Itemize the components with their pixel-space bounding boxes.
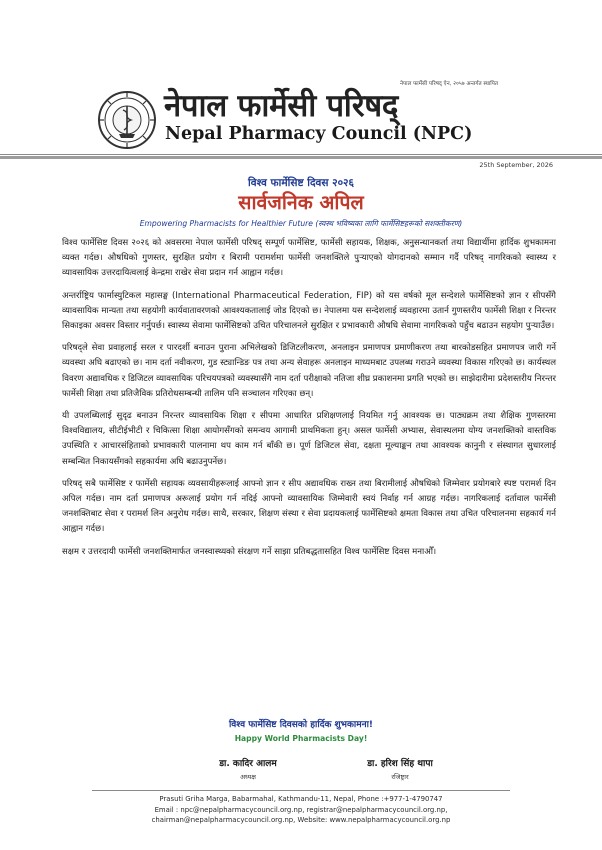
signatory-role: रजिष्ट्रार: [391, 773, 409, 781]
signatory-role: अध्यक्ष: [240, 773, 256, 781]
letter-date: 25th September, 2026: [479, 161, 553, 169]
body-paragraph: परिषद्ले सेवा प्रवाहलाई सरल र पारदर्शी बनाउन पुराना अभिलेखको डिजिटलीकरण, अनलाइन प्रमाणपत्र प्रमाणीकरण तथा बारकोडसहित प्रमाणपत्र जारी गर्ने व्यवस्था अघि बढाएको छ। नाम दर्ता नवीकरण, गुड स्ट्यान्डिङ पत्र तथा अन्य सेवाहरू अनलाइन माध्यमबाट उपलब्ध गराउने व्यवस्था विकास गरिएको छ। कार्यस्थल विवरण अद्यावधिक र डिजिटल व्यावसायिक परिचयपत्रको व्यवस्थासँगै नाम दर्ता परीक्षाको नतिजा शीघ्र प्रकाशनमा प्रगति भएको छ। साझेदारीमा प्रदेशस्तरीय निरन्तर फार्मेसी शिक्षा तथा प्रतिजैविक प्रतिरोधसम्बन्धी तालिम पनि सञ्चालन गरिएका छन्।: [62, 343, 556, 399]
council-seal-icon: [97, 90, 157, 150]
body-paragraph: यी उपलब्धिलाई सुदृढ बनाउन निरन्तर व्यावसायिक शिक्षा र सीपमा आधारित प्रशिक्षणलाई नियमित गर्नु आवश्यक छ। पाठ्यक्रम तथा शैक्षिक गुणस्तरमा विश्वविद्यालय, सीटीईभीटी र चिकित्सा शिक्षा आयोगसँगको समन्वय आगामी प्राथमिकता हुन्। असल फार्मेसी अभ्यास, सेवास्थलमा योग्य जनशक्तिको वास्तविक उपस्थिति र आचारसंहिताको प्रभावकारी पालनामा थप काम गर्न बाँकी छ। पूर्ण डिजिटल सेवा, दक्षता मूल्याङ्कन तथा आवश्यक कानुनी र संस्थागत सुधारलाई सम्बन्धित निकायसँगको सहकार्यमा अघि बढाउनुपर्नेछ।: [62, 411, 556, 467]
council-name-english: Nepal Pharmacy Council (NPC): [165, 124, 473, 144]
contact-footer: [0, 794, 602, 826]
signatory-name: डा. कादिर आलम: [219, 759, 277, 769]
establishment-note: नेपाल फार्मेसी परिषद् ऐन, २०५७ अन्तर्गत स्थापित: [399, 81, 498, 87]
greeting-english: Happy World Pharmacists Day!: [234, 734, 368, 743]
signatory-chair: [200, 756, 296, 781]
appeal-body: [62, 236, 556, 567]
footer-web: chairman@nepalpharmacycouncil.org.np, Website: www.nepalpharmacycouncil.org.np: [151, 816, 451, 824]
signatory-name: डा. हरिश सिंह थापा: [367, 759, 433, 769]
theme-line: Empowering Pharmacists for Healthier Future (स्वस्थ भविष्यका लागि फार्मेसिष्टहरूको सशक्तीकरण): [139, 219, 463, 228]
greeting-nepali: विश्व फार्मेसिष्ट दिवसको हार्दिक शुभकामना!: [228, 720, 374, 730]
footer-divider: [92, 790, 510, 791]
body-paragraph: परिषद् सबै फार्मेसिष्ट र फार्मेसी सहायक व्यवसायीहरूलाई आफ्नो ज्ञान र सीप अद्यावधिक राख्न तथा बिरामीलाई औषधिको जिम्मेवार प्रयोगबारे स्पष्ट परामर्श दिन अपिल गर्दछ। नाम दर्ता प्रमाणपत्र अरूलाई प्रयोग गर्न नदिई आफ्नो व्यावसायिक जिम्मेवारी स्वयं निर्वाह गर्न आग्रह गर्दछ। नागरिकलाई दर्तावाल फार्मेसी जनशक्तिबाट सेवा र परामर्श लिन अनुरोध गर्दछ। साथै, सरकार, शिक्षण संस्था र सेवा प्रदायकलाई फार्मेसिष्टको क्षमता विकास तथा उचित परिचालनमा सहकार्य गर्न आह्वान गर्दछ।: [62, 478, 556, 535]
footer-emails: Email : npc@nepalpharmacycouncil.org.np, registrar@nepalpharmacycouncil.org.np,: [154, 805, 448, 814]
signatory-registrar: [340, 756, 460, 781]
letterhead-divider: [0, 154, 602, 160]
footer-address: Prasuti Griha Marga, Babarmahal, Kathmandu-11, Nepal, Phone :+977-1-4790747: [159, 795, 443, 803]
body-paragraph: सक्षम र उत्तरदायी फार्मेसी जनशक्तिमार्फत जनस्वास्थ्यको संरक्षण गर्ने साझा प्रतिबद्धतासहित विश्व फार्मेसिष्ट दिवस मनाऔँ।: [62, 546, 437, 557]
body-paragraph: विश्व फार्मेसिष्ट दिवस २०२६ को अवसरमा नेपाल फार्मेसी परिषद् सम्पूर्ण फार्मेसिष्ट, फार्मेसी सहायक, शिक्षक, अनुसन्धानकर्ता तथा विद्यार्थीमा हार्दिक शुभकामना व्यक्त गर्दछ। औषधिको गुणस्तर, सुरक्षित प्रयोग र बिरामी परामर्शमा फार्मेसी जनशक्तिले पुर्‍याएको योगदानको सम्मान गर्दै परिषद् नागरिकको स्वास्थ्य र व्यावसायिक उत्तरदायित्वलाई केन्द्रमा राखेर सेवा प्रदान गर्न आह्वान गर्दछ।: [62, 238, 556, 279]
page-title: सार्वजनिक अपिल: [238, 191, 364, 214]
occasion-title: विश्व फार्मेसिष्ट दिवस २०२६: [248, 177, 354, 189]
council-name-nepali: नेपाल फार्मेसी परिषद्: [164, 88, 398, 124]
body-paragraph: अन्तर्राष्ट्रिय फार्मास्युटिकल महासङ्घ (International Pharmaceutical Federation, FIP) को यस वर्षको मूल सन्देशले फार्मेसिष्टको ज्ञान र सीपसँगै व्यावसायिक मान्यता तथा सहयोगी कार्यवातावरणको आवश्यकतालाई जोड दिएको छ। नेपालमा यस सन्देशलाई व्यवहारमा उतार्न गुणस्तरीय फार्मेसी शिक्षा र निरन्तर सिकाइका अवसर विस्तार गर्नुपर्छ। स्वास्थ्य सेवामा फार्मेसिष्टको उचित परिचालनले सुरक्षित र प्रभावकारी औषधि सेवामा नागरिकको पहुँच बढाउन सहयोग पुर्‍याउँछ।: [62, 290, 556, 332]
